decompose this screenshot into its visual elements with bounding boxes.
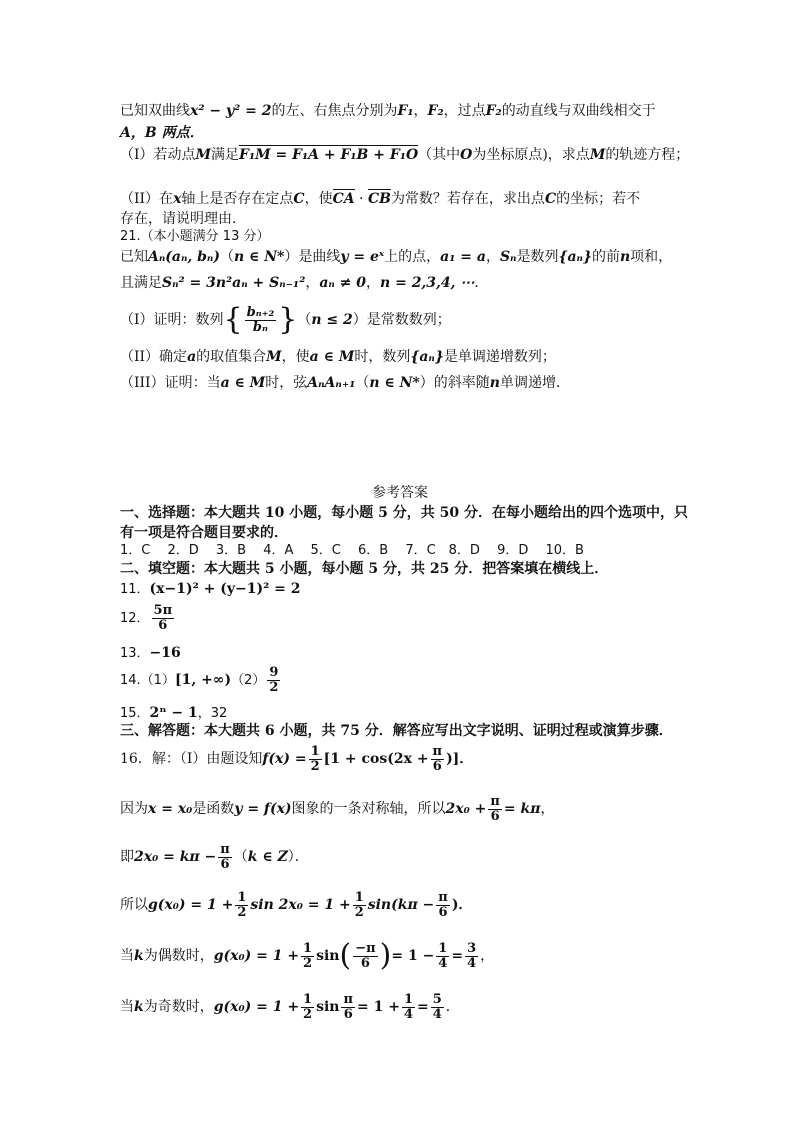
vector: CA: [332, 191, 355, 207]
section3-heading: 三、解答题：本大题共 6 小题，共 75 分．解答应写出文字说明、证明过程或演算步骤．: [120, 723, 673, 739]
text: 已知: [120, 249, 148, 265]
numerator: 1: [438, 940, 448, 956]
math: a₁ = a: [440, 249, 486, 265]
vector: CB: [367, 191, 391, 207]
text: （II）确定: [120, 349, 188, 365]
fraction: [431, 993, 444, 1022]
answer-14: [120, 664, 282, 697]
numerator: 1: [303, 940, 313, 956]
math: {aₙ}: [558, 249, 592, 265]
math: a ∈ M: [309, 349, 355, 365]
p21-line1: [120, 248, 672, 266]
math: (x−1)² + (y−1)² = 2: [149, 581, 301, 597]
text: 上的点，: [384, 249, 441, 265]
text: （: [297, 312, 312, 328]
answer-15: [120, 704, 227, 723]
text: 项和，: [630, 249, 673, 265]
text: 的取值集合: [196, 349, 267, 365]
text: 是单调递增数列；: [443, 349, 556, 365]
math: y = f(x): [234, 801, 292, 817]
math: y = eˣ: [340, 249, 385, 265]
denominator: 6: [220, 856, 230, 872]
text: 时，数列: [354, 349, 411, 365]
section2-heading: 二、填空题：本大题共 5 小题，每小题 5 分，共 25 分．把答案填在横线上．: [120, 561, 609, 577]
p21-part3: [120, 374, 570, 392]
math: O: [460, 147, 473, 163]
text: 的坐标；若不: [556, 191, 641, 207]
vector-equation: F₁M = F₁A + F₁B + F₁O: [239, 147, 419, 163]
math: f(x) =: [262, 751, 307, 767]
math: C: [293, 191, 305, 207]
math: x² − y² = 2: [190, 103, 272, 119]
math: F₂: [485, 103, 502, 119]
text: 且满足: [120, 275, 162, 291]
p20-part2-line2: 存在，请说明理由．: [120, 211, 246, 227]
math: sin(kπ −: [367, 897, 435, 913]
section1-heading: 一、选择题：本大题共 10 小题，每小题 5 分，共 50 分．在每小题给出的四个选项中，只: [120, 505, 688, 521]
math: Sₙ: [499, 249, 517, 265]
denominator: 6: [432, 758, 442, 774]
fraction: [353, 891, 366, 920]
numerator: π: [220, 841, 230, 857]
text: 是函数: [192, 801, 235, 817]
section1-heading-line2: 有一项是符合题目要求的．: [120, 525, 288, 541]
text: ）是曲线: [284, 249, 341, 265]
text: ，: [305, 275, 320, 291]
text: ，: [480, 948, 495, 964]
text: ）是常数数列；: [352, 312, 451, 328]
math: sin 2x₀ = 1 +: [250, 897, 351, 913]
text: （III）证明：当: [120, 375, 221, 391]
p21-line2: [120, 274, 488, 292]
math: 2x₀ +: [445, 801, 487, 817]
numerator: 1: [403, 991, 413, 1007]
math: =: [417, 999, 429, 1015]
math: n ∈ N*: [369, 375, 420, 391]
fraction: [353, 942, 377, 971]
fraction: [465, 942, 478, 971]
solution16-line2: [120, 792, 554, 826]
numerator: bₙ₊₂: [246, 304, 275, 320]
text: 即: [120, 849, 134, 865]
math: k ∈ Z: [247, 849, 288, 865]
math: k: [134, 948, 144, 964]
left-brace: {: [223, 302, 243, 337]
numerator: 9: [269, 664, 279, 680]
numerator: −π: [355, 940, 376, 956]
math: M: [589, 147, 606, 163]
text: 轴上是否存在定点: [181, 191, 294, 207]
text: ，使: [304, 191, 333, 207]
text: 为常数？若存在，求出点: [390, 191, 545, 207]
denominator: 2: [354, 904, 364, 920]
math: )]．: [446, 751, 474, 767]
denominator: 4: [467, 955, 477, 971]
p21-part1: [120, 302, 451, 338]
right-brace: }: [278, 302, 298, 337]
denominator: 6: [438, 904, 448, 920]
math: {aₙ}: [410, 349, 444, 365]
denominator: 2: [303, 1006, 313, 1022]
text: （其中: [418, 147, 461, 163]
p20-part2: [120, 190, 640, 208]
solution16-line5: [120, 936, 494, 976]
math: k: [134, 999, 144, 1015]
text: ，使: [281, 349, 310, 365]
math: n ≤ 2: [311, 312, 353, 328]
math: a ∈ M: [220, 375, 266, 391]
text: 所以: [120, 897, 148, 913]
math: n ∈ N*: [233, 249, 285, 265]
text: 的左、右焦点分别为: [271, 103, 398, 119]
numerator: 1: [354, 889, 364, 905]
math: [1, +∞): [174, 672, 232, 688]
denominator: 6: [343, 1006, 353, 1022]
fraction: [436, 942, 449, 971]
numerator: 5: [432, 991, 442, 1007]
answer-12: [120, 602, 176, 635]
answer-11: [120, 580, 300, 599]
fraction: [402, 993, 415, 1022]
math: =: [451, 948, 464, 964]
math: C: [544, 191, 557, 207]
numerator: 3: [467, 940, 477, 956]
p21-header: 21.（本小题满分 13 分）: [120, 229, 270, 244]
text: 16．解：（I）由题设知: [120, 751, 263, 767]
math: M: [266, 349, 282, 365]
right-paren: ): [379, 938, 392, 973]
text: ，: [413, 103, 428, 119]
denominator: 6: [158, 617, 168, 633]
fraction: [218, 843, 232, 872]
math: M: [195, 147, 212, 163]
math: sin: [316, 999, 340, 1015]
answer-13: [120, 644, 181, 663]
p20-line1: [120, 102, 656, 120]
math: −16: [149, 645, 181, 661]
fraction: [436, 891, 450, 920]
fraction: [235, 891, 248, 920]
numerator: π: [490, 793, 500, 809]
text: 单调递增．: [499, 375, 570, 391]
p21-part2: [120, 348, 556, 366]
denominator: 6: [360, 955, 370, 971]
text: 满足: [211, 147, 240, 163]
numerator: 1: [237, 889, 247, 905]
math: 2x₀ = kπ −: [134, 849, 217, 865]
math: g(x₀) = 1 +: [213, 948, 300, 964]
denominator: 4: [403, 1006, 413, 1022]
label: 14.（1）: [120, 673, 175, 688]
math: )．: [451, 897, 473, 913]
math: F₂: [427, 103, 444, 119]
text: ·: [354, 191, 368, 207]
math: n: [619, 249, 631, 265]
denominator: 4: [438, 955, 448, 971]
fraction: [341, 993, 355, 1022]
fraction: [488, 795, 502, 824]
numerator: π: [438, 889, 448, 905]
text: 的动直线与双曲线相交于: [501, 103, 656, 119]
text: （: [219, 249, 234, 265]
math: = 1 +: [357, 999, 400, 1015]
text: 的轨迹方程；: [605, 147, 690, 163]
math: g(x₀) = 1 +: [148, 897, 234, 913]
numerator: 5π: [153, 602, 173, 618]
text: （I）证明：数列: [120, 312, 224, 328]
denominator: 2: [237, 904, 247, 920]
math: n = 2,3,4, ⋯: [380, 275, 475, 291]
math: x: [173, 191, 182, 207]
denominator: bₙ: [252, 319, 268, 335]
text: （: [355, 375, 370, 391]
text: 已知双曲线: [120, 103, 190, 119]
label: （2）: [231, 673, 266, 688]
text: 当: [120, 948, 134, 964]
text: 为奇数时，: [143, 999, 214, 1015]
denominator: 4: [432, 1006, 442, 1022]
math: x = x₀: [148, 801, 193, 817]
text: ）的斜率随: [419, 375, 490, 391]
text: ）．: [287, 849, 309, 865]
math: g(x₀) = 1 +: [213, 999, 300, 1015]
math: Aₙ(aₙ, bₙ): [148, 249, 220, 265]
math: sin: [316, 948, 340, 964]
text: ，32: [197, 706, 228, 721]
math: aₙ ≠ 0: [319, 275, 367, 291]
denominator: 2: [310, 758, 320, 774]
denominator: 6: [490, 808, 500, 824]
text: （: [233, 849, 248, 865]
left-paren: (: [339, 938, 352, 973]
text: 为偶数时，: [143, 948, 214, 964]
solution16-line6: [120, 990, 460, 1024]
math: Sₙ² = 3n²aₙ + Sₙ₋₁²: [162, 275, 306, 291]
fraction: [267, 666, 280, 695]
math: = 1 −: [391, 948, 435, 964]
numerator: π: [432, 743, 443, 759]
math: = kπ: [503, 801, 541, 817]
math: a: [187, 349, 197, 365]
fraction: [301, 993, 314, 1022]
label: 11．: [120, 582, 150, 597]
p20-line2: A，B 两点．: [120, 125, 204, 141]
label: 12．: [120, 611, 150, 626]
solution16-line4: [120, 888, 472, 922]
math: 2ⁿ − 1: [149, 705, 198, 721]
text: 时，弦: [265, 375, 308, 391]
math: n: [489, 375, 500, 391]
denominator: 2: [269, 679, 279, 695]
label: 13．: [120, 646, 150, 661]
solution16-line3: [120, 840, 309, 874]
answers-title: 参考答案: [372, 485, 428, 501]
p20-part1: [120, 146, 689, 164]
label: 15．: [120, 706, 150, 721]
numerator: 1: [310, 743, 320, 759]
math: F₁: [397, 103, 414, 119]
text: ，: [485, 249, 500, 265]
fraction: [301, 942, 314, 971]
text: ，: [540, 801, 555, 817]
text: 因为: [120, 801, 148, 817]
text: ．: [474, 275, 489, 291]
numerator: π: [343, 991, 353, 1007]
fraction: [152, 604, 175, 633]
text: ，: [366, 275, 381, 291]
text: （I）若动点: [120, 147, 196, 163]
denominator: 2: [303, 955, 313, 971]
fraction: [431, 745, 445, 774]
choice-answers: 1．C 2．D 3．B 4．A 5．C 6．B 7．C 8．D 9．D 10．B: [120, 543, 584, 558]
math: AₙAₙ₊₁: [307, 375, 356, 391]
math: [1 + cos(2x +: [323, 751, 429, 767]
fraction: [245, 306, 277, 335]
text: 当: [120, 999, 134, 1015]
text: ．: [445, 999, 460, 1015]
text: ，过点: [443, 103, 486, 119]
text: 是数列: [516, 249, 559, 265]
text: （II）在: [120, 191, 174, 207]
solution16-line1: [120, 742, 473, 776]
text: 的前: [591, 249, 620, 265]
fraction: [309, 745, 322, 774]
numerator: 1: [303, 991, 313, 1007]
text: 为坐标原点)，求点: [472, 147, 590, 163]
text: 图象的一条对称轴，所以: [291, 801, 446, 817]
